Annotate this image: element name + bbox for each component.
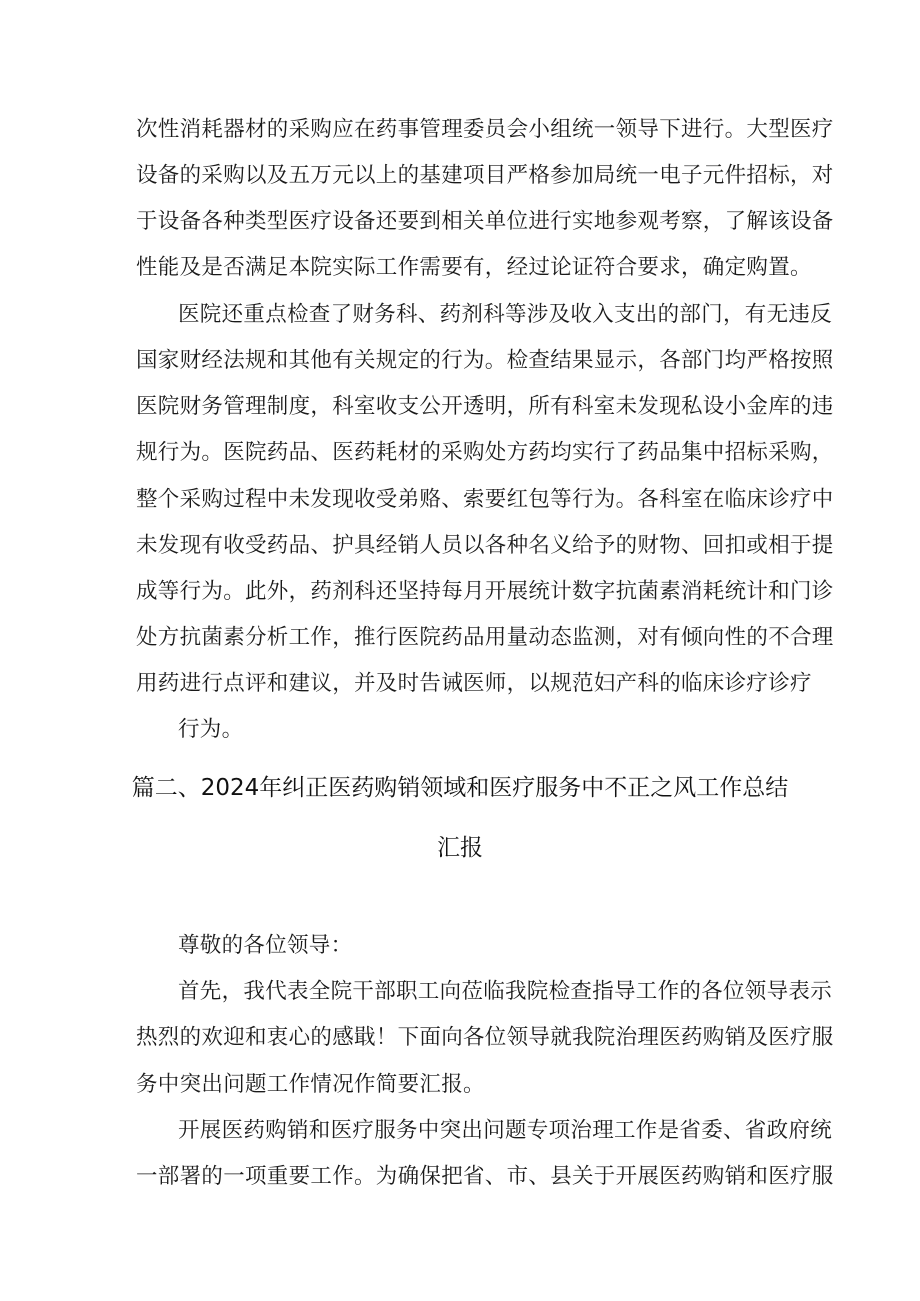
text-line: 首先，我代表全院干部职工向莅临我院检查指导工作的各位领导表示 <box>178 979 833 1004</box>
text-line: 成等行为。此外，药剂科还坚持每月开展统计数字抗菌素消耗统计和门诊 <box>136 579 834 604</box>
text-line: 处方抗菌素分析工作，推行医院药品用量动态监测，对有倾向性的不合理 <box>136 625 834 650</box>
text-line: 规行为。医院药品、医药耗材的采购处方药均实行了药品集中招标采购， <box>136 440 834 465</box>
text-line: 设备的采购以及五万元以上的基建项目严格参加局统一电子元件招标，对 <box>136 163 834 188</box>
section-heading: 篇二、2024年纠正医药购销领域和医疗服务中不正之风工作总结 <box>131 775 789 801</box>
text-line: 次性消耗器材的采购应在药事管理委员会小组统一领导下进行。大型医疗 <box>136 117 834 142</box>
text-line: 整个采购过程中未发现收受弟赂、索要红包等行为。各科室在临床诊疗中 <box>136 487 834 512</box>
text-line: 用药进行点评和建议，并及时告诫医师，以规范妇产科的临床诊疗诊疗 <box>136 671 812 696</box>
text-line: 于设备各种类型医疗设备还要到相关单位进行实地参观考察，了解该设备 <box>136 209 834 234</box>
salutation: 尊敬的各位领导： <box>178 933 353 958</box>
text-line: 行为。 <box>178 717 244 742</box>
text-line: 务中突出问题工作情况作简要汇报。 <box>136 1072 485 1097</box>
text-line: 性能及是否满足本院实际工作需要有，经过论证符合要求，确定购置。 <box>136 255 812 280</box>
text-line: 未发现有收受药品、护具经销人员以各种名义给予的财物、回扣或相于提 <box>136 533 834 558</box>
text-line: 医院财务管理制度，科室收支公开透明，所有科室未发现私设小金库的违 <box>136 394 834 419</box>
text-line: 医院还重点检查了财务科、药剂科等涉及收入支出的部门，有无违反 <box>178 302 833 327</box>
section-heading-continued: 汇报 <box>437 835 483 861</box>
text-line: 开展医药购销和医疗服务中突出问题专项治理工作是省委、省政府统 <box>178 1118 833 1143</box>
text-line: 国家财经法规和其他有关规定的行为。检查结果显示，各部门均严格按照 <box>136 348 834 373</box>
text-line: 一部署的一项重要工作。为确保把省、市、县关于开展医药购销和医疗服 <box>136 1164 834 1189</box>
text-line: 热烈的欢迎和衷心的感戢！下面向各位领导就我院治理医药购销及医疗服 <box>136 1025 834 1050</box>
